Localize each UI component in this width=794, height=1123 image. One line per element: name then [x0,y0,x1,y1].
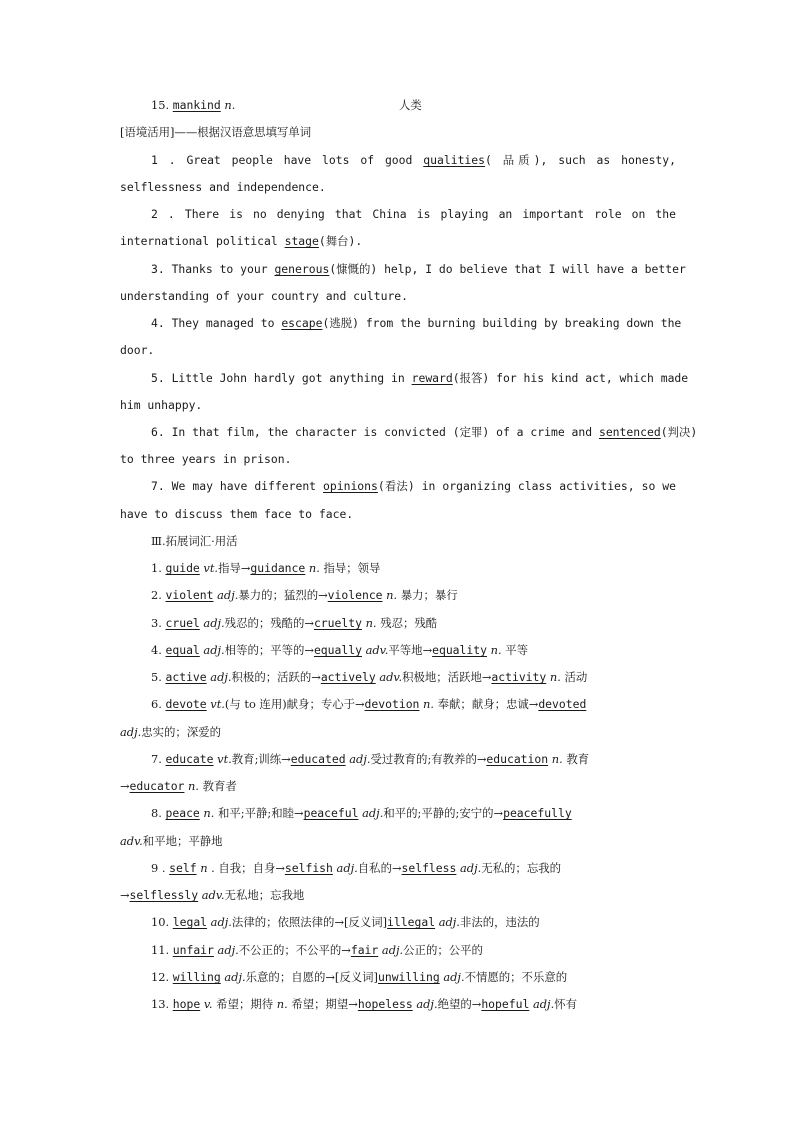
word-form: equal [165,643,200,657]
sentence-7-line-2: have to discuss them face to face. [120,507,354,521]
word-family-10: 10. legal adj.法律的；依照法律的→[反义词]illegal adj.非法的，违法的 [151,915,540,929]
word-form: hopeless [357,997,413,1011]
word-family-7-line-2: →educator n. 教育者 [120,779,237,793]
word-family-13: 13. hope v. 希望；期待 n. 希望；期望→hopeless adj.绝望的→hopeful adj.怀有 [151,997,577,1011]
answer-blank: reward [411,371,453,385]
sentence-4-line-2: door. [120,343,155,357]
part-of-speech: n. [224,98,236,112]
word-form: educator [129,779,185,793]
word-form: violence [327,588,383,602]
section-heading-context: [语境活用]——根据汉语意思填写单词 [120,125,312,139]
sentence-3-line-1: 3. Thanks to your generous(慷慨的) help, I do believe that I will have a better [151,262,686,276]
sentence-2-line-1: 2 . There is no denying that China is playing an important role on the [151,207,676,221]
sentence-5-line-2: him unhappy. [120,398,203,412]
answer-blank: qualities [423,153,486,167]
word-form: hopeful [481,997,530,1011]
answer-blank: sentenced [598,425,661,439]
word-form: hope [172,997,201,1011]
word-form: equality [432,643,487,657]
word-form: devote [165,697,207,711]
vocab-word: mankind [172,98,221,112]
word-form: guidance [250,561,306,575]
word-family-6-line-1: 6. devote vt.(与 to 连用)献身；专心于→devotion n. 奉献；献身；忠诚→devoted [151,697,587,711]
word-form: devotion [364,697,420,711]
word-form: educated [290,752,346,766]
word-family-9-line-1: 9 . self n . 自我；自身→selfish adj.自私的→selfless adj.无私的；忘我的 [151,861,561,875]
word-family-9-line-2: →selflessly adv.无私地；忘我地 [120,888,305,902]
word-form: actively [320,670,376,684]
sentence-2-line-2: international political stage(舞台). [120,234,363,248]
word-form: equally [313,643,362,657]
word-family-7-line-1: 7. educate vt.教育;训练→educated adj.受过教育的;有教养的→education n. 教育 [151,752,590,766]
sentence-6-line-2: to three years in prison. [120,452,292,466]
word-form: selfless [401,861,457,875]
answer-blank: generous [274,262,330,276]
word-family-3: 3. cruel adj.残忍的；残酷的→cruelty n. 残忍；残酷 [151,616,438,630]
word-form: educate [165,752,214,766]
word-family-8-line-1: 8. peace n. 和平;平静;和睦→peaceful adj.和平的;平静的;安宁的→peacefully [151,806,572,820]
sentence-1-line-1: 1 . Great people have lots of good qualities( 品质), such as honesty, [151,153,676,167]
word-form: peaceful [303,806,359,820]
word-form: cruel [165,616,200,630]
word-form: cruelty [313,616,362,630]
word-form: willing [172,970,221,984]
word-form: peace [165,806,200,820]
word-form: guide [165,561,200,575]
word-form: illegal [387,915,436,929]
sentence-1-line-2: selflessness and independence. [120,180,326,194]
word-form: activity [491,670,547,684]
sentence-4-line-1: 4. They managed to escape(逃脱) from the burning building by breaking down the [151,316,682,330]
word-family-4: 4. equal adj.相等的；平等的→equally adv.平等地→equality n. 平等 [151,643,528,657]
answer-blank: escape [281,316,323,330]
sentence-7-line-1: 7. We may have different opinions(看法) in organizing class activities, so we [151,479,676,493]
sentence-3-line-2: understanding of your country and culture. [120,289,409,303]
word-form: legal [172,915,208,929]
word-family-8-line-2: adv.和平地；平静地 [120,834,223,848]
word-family-6-line-2: adj.忠实的；深爱的 [120,725,221,739]
word-form: education [486,752,549,766]
word-form: violent [165,588,214,602]
vocab-item-15 [151,97,676,113]
sentence-5-line-1: 5. Little John hardly got anything in reward(报答) for his kind act, which made [151,371,689,385]
sentence-6-line-1: 6. In that film, the character is convicted (定罪) of a crime and sentenced(判决) [151,425,698,439]
word-family-5: 5. active adj.积极的；活跃的→actively adv.积极地；活跃地→activity n. 活动 [151,670,588,684]
word-form: unfair [172,943,214,957]
word-form: devoted [538,697,587,711]
word-family-11: 11. unfair adj.不公正的；不公平的→fair adj.公正的；公平的 [151,943,483,957]
answer-blank: opinions [323,479,378,493]
vocab-meaning: 人类 [398,98,422,112]
word-form: fair [350,943,379,957]
word-form: active [165,670,207,684]
word-form: peacefully [503,806,572,820]
section-heading-expand: Ⅲ.拓展词汇·用活 [151,534,238,548]
item-number: 15. [151,98,170,112]
word-form: selfish [284,861,333,875]
word-form: unwilling [377,970,440,984]
word-form: selflessly [129,888,199,902]
answer-blank: stage [284,234,319,248]
word-family-2: 2. violent adj.暴力的；猛烈的→violence n. 暴力；暴行 [151,588,458,602]
word-family-12: 12. willing adj.乐意的；自愿的→[反义词]unwilling adj.不情愿的；不乐意的 [151,970,568,984]
word-family-1: 1. guide vt.指导→guidance n. 指导；领导 [151,561,381,575]
word-form: self [169,861,197,875]
